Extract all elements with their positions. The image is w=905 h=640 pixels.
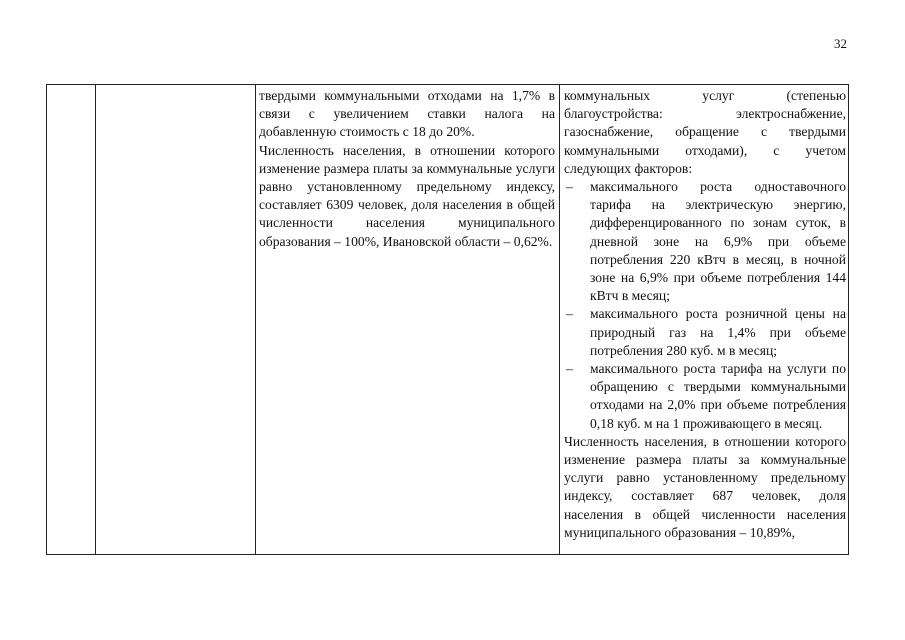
list-item-text: максимального роста розничной цены на природный газ на 1,4% при объеме потребления 280 куб. м в месяц; (590, 306, 846, 358)
column-divider-2 (255, 85, 256, 554)
dash-bullet: – (566, 361, 573, 377)
col3-paragraph-1: твердыми коммунальными отходами на 1,7% в связи с увеличением ставки налога на добавленную стоимость с 18 до 20%. (259, 88, 555, 140)
col3-paragraph-2: Численность населения, в отношении которого изменение размера платы за коммунальные услуги равно установленному предельному индексу, составляет 6309 человек, доля населения в общей численности населения муниципального образования – 100%, Ивановской области – 0,62%. (259, 142, 555, 249)
list-item (564, 178, 846, 305)
list-item (564, 360, 846, 433)
dash-bullet: – (566, 179, 573, 195)
list-item-text: максимального роста одноставочного тарифа на электрическую энергию, дифференцированного по зонам суток, в дневной зоне на 6,9% при объеме потребления 220 кВтч в месяц, в ночной зоне на 6,9% при объеме потребления 144 кВтч в месяц; (590, 179, 846, 304)
dash-bullet: – (566, 306, 573, 322)
col4-outro: Численность населения, в отношении которого изменение размера платы за коммунальные услуги равно установленному предельному индексу, составляет 687 человек, доля населения в общей численности населения муниципального образования – 10,89%, (564, 433, 846, 540)
column-divider-1 (95, 85, 96, 554)
table-cell-col4 (564, 85, 846, 542)
list-item (564, 305, 846, 360)
page-number: 32 (834, 36, 847, 51)
col4-intro: коммунальных услуг (степенью благоустройства: электроснабжение, газоснабжение, обращение с твердыми коммунальными отходами), с учетом следующих факторов: (564, 88, 846, 176)
column-divider-3 (559, 85, 560, 554)
content-table (46, 84, 849, 555)
list-item-text: максимального роста тарифа на услуги по обращению с твердыми коммунальными отходами на 2,0% при объеме потребления 0,18 куб. м на 1 проживающего в месяц. (590, 361, 846, 431)
table-cell-col3 (259, 85, 555, 251)
